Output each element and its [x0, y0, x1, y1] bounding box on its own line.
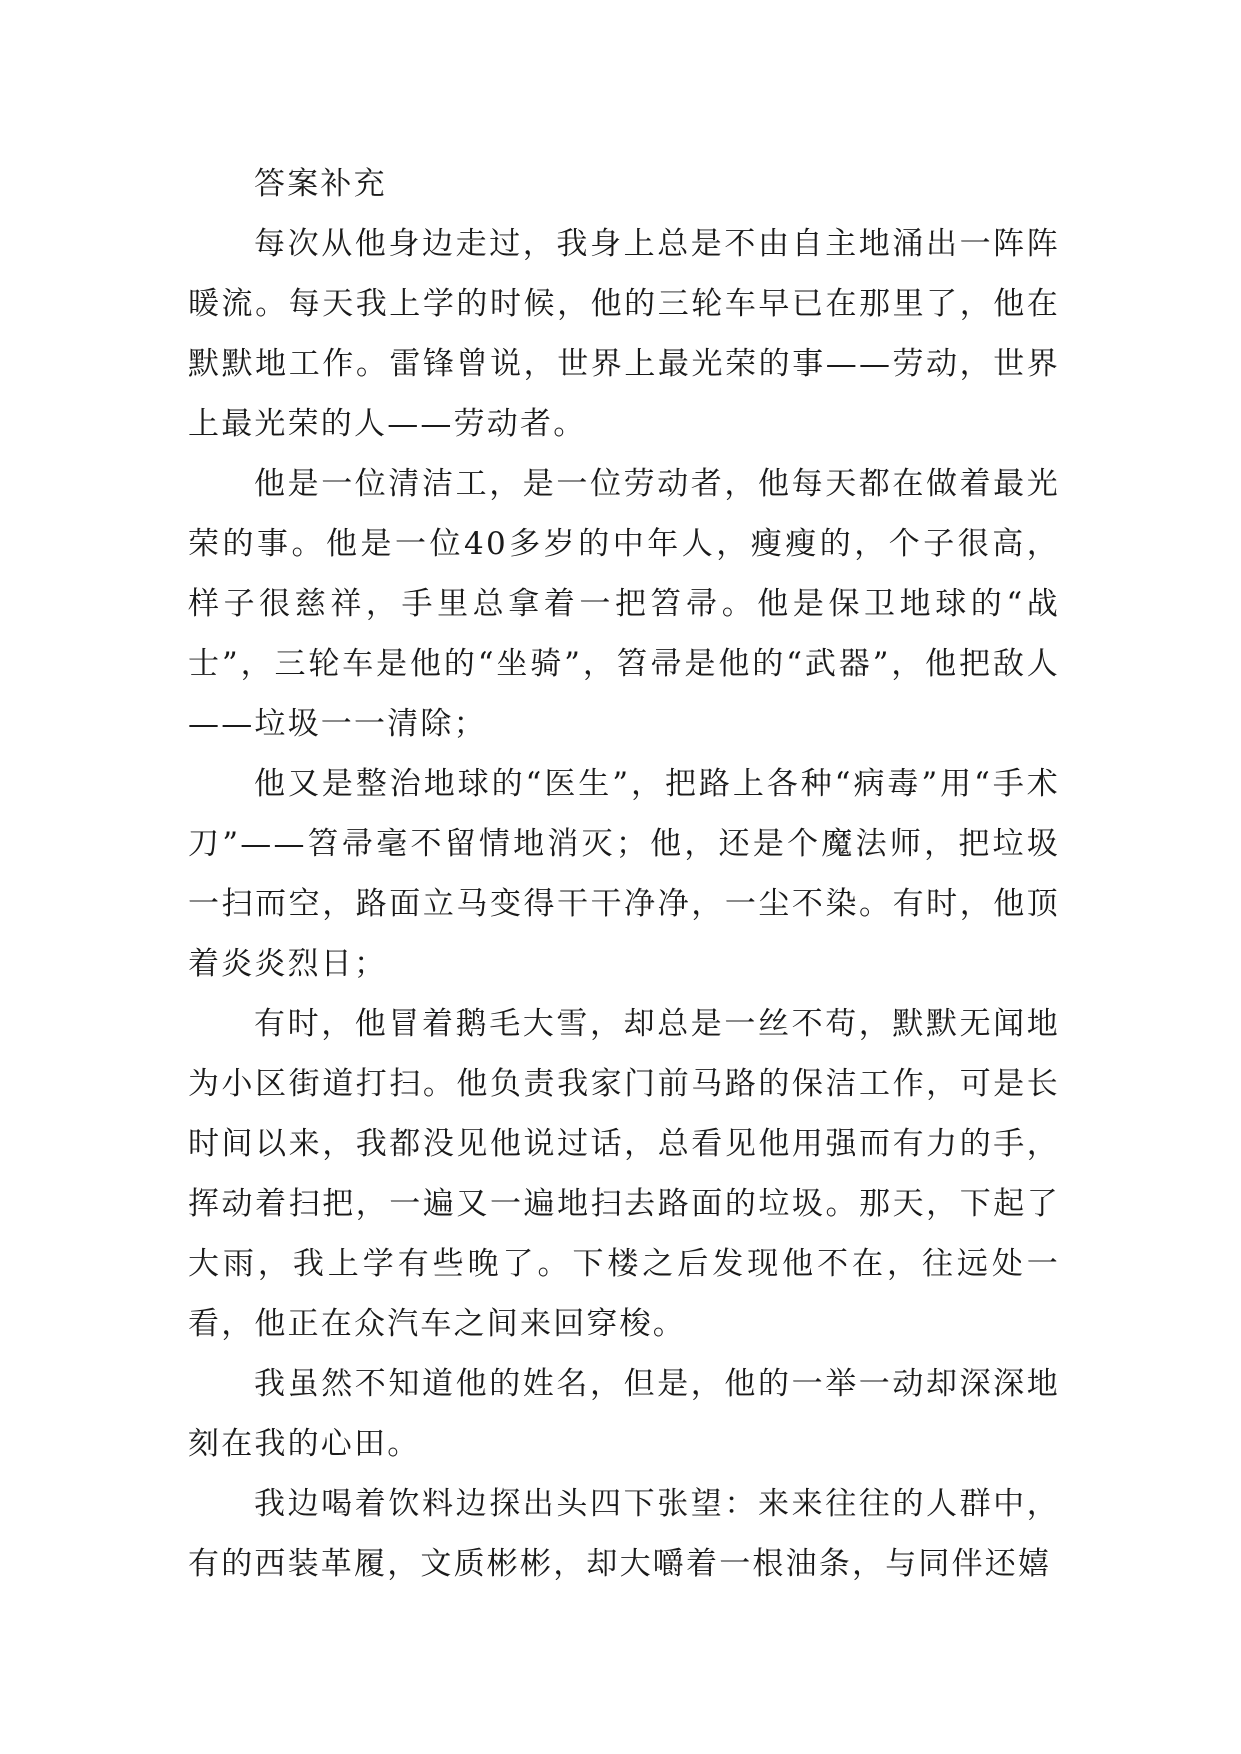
document-heading: 答案补充 [254, 166, 387, 202]
paragraph-6: 我边喝着饮料边探出头四下张望：来来往往的人群中，有的西装革履，文质彬彬，却大嚼着一根油条，与同伴还嬉 [188, 1486, 1060, 1582]
document-body [188, 154, 1060, 1594]
paragraph-3: 他又是整治地球的“医生”，把路上各种“病毒”用“手术刀”——笤帚毫不留情地消灭；他，还是个魔法师，把垃圾一扫而空，路面立马变得干干净净，一尘不染。有时，他顶着炎炎烈日； [188, 766, 1060, 982]
paragraph-4: 有时，他冒着鹅毛大雪，却总是一丝不苟，默默无闻地为小区街道打扫。他负责我家门前马路的保洁工作，可是长时间以来，我都没见他说过话，总看见他用强而有力的手，挥动着扫把，一遍又一遍地扫去路面的垃圾。那天，下起了大雨，我上学有些晚了。下楼之后发现他不在，往远处一看，他正在众汽车之间来回穿梭。 [188, 1006, 1060, 1342]
paragraph-1: 每次从他身边走过，我身上总是不由自主地涌出一阵阵暖流。每天我上学的时候，他的三轮车早已在那里了，他在默默地工作。雷锋曾说，世界上最光荣的事——劳动，世界上最光荣的人——劳动者。 [188, 226, 1060, 442]
paragraph-5: 我虽然不知道他的姓名，但是，他的一举一动却深深地刻在我的心田。 [188, 1366, 1060, 1462]
paragraph-2: 他是一位清洁工，是一位劳动者，他每天都在做着最光荣的事。他是一位40多岁的中年人，瘦瘦的，个子很高，样子很慈祥，手里总拿着一把笤帚。他是保卫地球的“战士”，三轮车是他的“坐骑”，笤帚是他的“武器”，他把敌人——垃圾一一清除； [188, 466, 1060, 742]
